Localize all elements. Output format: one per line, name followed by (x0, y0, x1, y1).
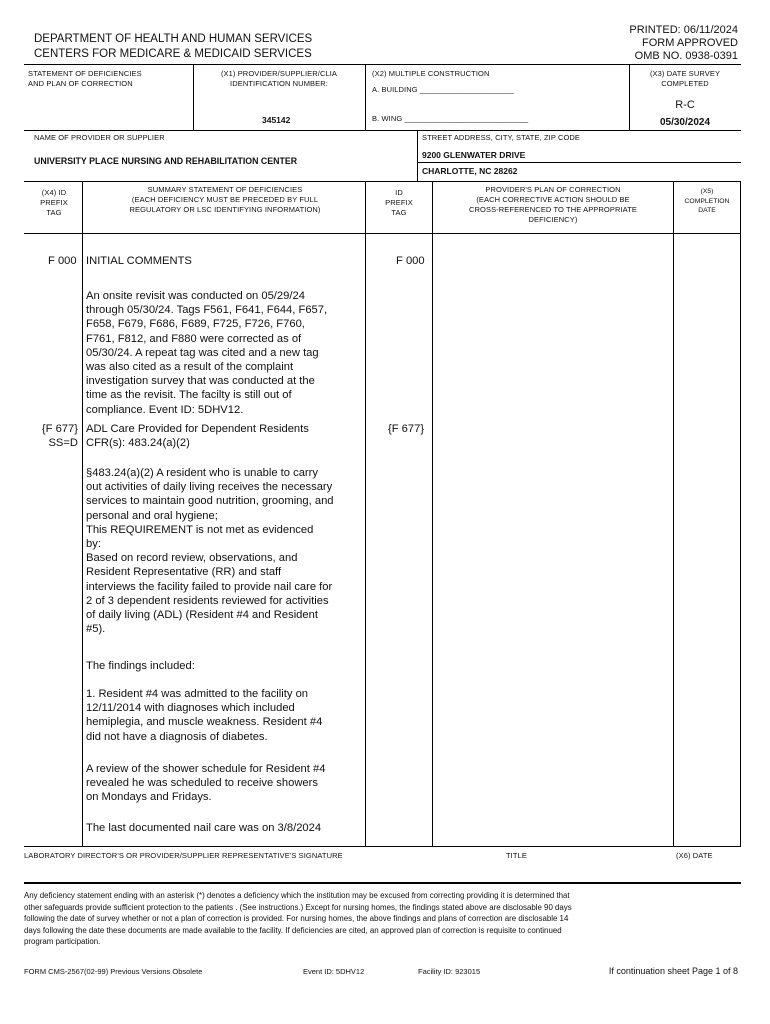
form-id: FORM CMS-2567(02-99) Previous Versions Obsolete (24, 967, 203, 976)
x2-label: (X2) MULTIPLE CONSTRUCTION (372, 69, 490, 78)
id-column-header: ID PREFIX TAG (385, 188, 413, 217)
provider-name-label: NAME OF PROVIDER OR SUPPLIER (34, 133, 165, 142)
provider-name: UNIVERSITY PLACE NURSING AND REHABILITATION CENTER (34, 156, 298, 166)
event-id: Event ID: 5DHV12 (303, 967, 365, 976)
printed-date: PRINTED: 06/11/2024 (629, 24, 738, 36)
x4-column-header: (X4) ID PREFIX TAG (40, 188, 68, 217)
requirement-paragraph: §483.24(a)(2) A resident who is unable to carry out activities of daily living receives the necessary services to maintain good nutrition, grooming, and personal and oral hygiene; This REQUIREMENT is not met as evidenced by: Based on record review, observations, and Resident Representative (RR) and staff interviews the facility failed to provide nail care for 2 of 3 dependent residents reviewed for activities of daily living (ADL) (Resident #4 and Resident #5). (86, 467, 334, 636)
x5-column-header: (X5) COMPLETION DATE (684, 188, 730, 214)
department-title (34, 32, 312, 62)
form-approved: FORM APPROVED (642, 37, 738, 49)
revisit-paragraph: An onsite revisit was conducted on 05/29/24 through 05/30/24. Tags F561, F641, F644, F657, F658, F679, F686, F689, F725, F726, F760, F761, F812, and F880 were corrected as of 05/30/24. A repeat tag was cited and a new tag was also cited as a result of the complaint investigation survey that was conducted at the time as the revisit. The facilty is still out of compliance. Event ID: 5DHV12. (86, 290, 328, 416)
summary-column-header: SUMMARY STATEMENT OF DEFICIENCIES (EACH DEFICIENCY MUST BE PRECEDED BY FULL REGULATORY OR LSC IDENTIFYING INFORMATION) (129, 185, 321, 214)
omb-number: OMB NO. 0938-0391 (634, 50, 738, 62)
page-number: If continuation sheet Page 1 of 8 (608, 966, 738, 976)
survey-code: R-C (675, 99, 695, 111)
signature-label: LABORATORY DIRECTOR'S OR PROVIDER/SUPPLIER REPRESENTATIVE'S SIGNATURE (24, 851, 343, 860)
dept-line-1: DEPARTMENT OF HEALTH AND HUMAN SERVICES (34, 33, 313, 45)
tag-f677-code: {F 677} (41, 423, 78, 435)
nail-care-paragraph: The last documented nail care was on 3/8/2024 (86, 822, 322, 834)
building-label: A. BUILDING ______________________ (372, 85, 514, 94)
f677-title: ADL Care Provided for Dependent Residents CFR(s): 483.24(a)(2) (86, 423, 309, 450)
tag-f677-right: {F 677} (388, 423, 425, 435)
tag-f000-left: F 000 (48, 255, 77, 267)
address-line-2: CHARLOTTE, NC 28262 (422, 166, 518, 176)
tag-f000-right: F 000 (396, 255, 425, 267)
initial-comments-heading: INITIAL COMMENTS (86, 255, 192, 267)
tag-f677-left (26, 422, 78, 450)
survey-date: 05/30/2024 (659, 117, 711, 128)
x6-date-label: (X6) DATE (676, 851, 713, 860)
x1-label: (X1) PROVIDER/SUPPLIER/CLIA IDENTIFICATION NUMBER: (220, 69, 338, 88)
shower-schedule-paragraph: A review of the shower schedule for Resident #4 revealed he was scheduled to receive showers on Mondays and Fridays. (86, 763, 326, 804)
statement-label: STATEMENT OF DEFICIENCIES AND PLAN OF CORRECTION (28, 69, 142, 88)
findings-heading: The findings included: (86, 660, 195, 672)
x3-label: (X3) DATE SURVEY COMPLETED (649, 69, 721, 88)
form-header-right (629, 24, 738, 63)
provider-number: 345142 (262, 115, 291, 125)
address-line-1: 9200 GLENWATER DRIVE (422, 150, 526, 160)
disclaimer-text: Any deficiency statement ending with an asterisk (*) denotes a deficiency which the institution may be excused from correcting providing it is determined that other safeguards provide sufficient protection to the patients . (See instructions.) Except for nursing homes, the findings stated above are disclosable 90 days following the date of survey whether or not a plan of correction is provided. For nursing homes, the above findings and plans of correction are disclosable 14 days following the date these documents are made available to the facility. If deficiencies are cited, an approved plan of correction is requisite to continued program participation. (24, 891, 572, 947)
dept-line-2: CENTERS FOR MEDICARE & MEDICAID SERVICES (34, 48, 312, 60)
plan-column-header: PROVIDER'S PLAN OF CORRECTION (EACH CORRECTIVE ACTION SHOULD BE CROSS-REFERENCED TO THE APPROPRIATE DEFICIENCY) (469, 185, 637, 224)
address-label: STREET ADDRESS, CITY, STATE, ZIP CODE (422, 133, 581, 142)
scope-severity: SS=D (48, 437, 78, 450)
resident-4-paragraph: 1. Resident #4 was admitted to the facility on 12/11/2014 with diagnoses which included hemiplegia, and muscle weakness. Resident #4 did not have a diagnosis of diabetes. (86, 688, 323, 743)
facility-id: Facility ID: 923015 (418, 967, 481, 976)
wing-label: B. WING _____________________________ (372, 114, 529, 123)
title-label: TITLE (506, 851, 527, 860)
